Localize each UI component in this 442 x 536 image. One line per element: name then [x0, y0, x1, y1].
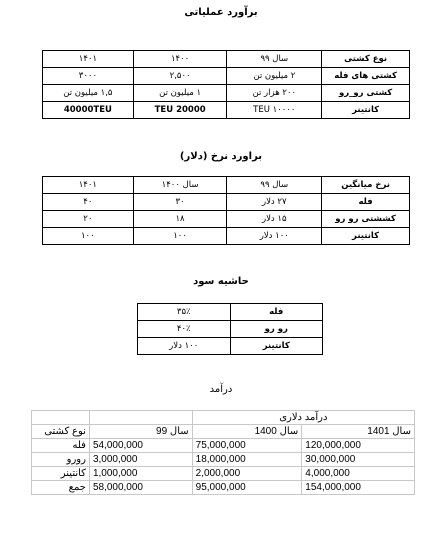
table-cell: 18,000,000	[192, 453, 302, 467]
table-cell: 95,000,000	[192, 481, 302, 495]
table-row	[32, 425, 415, 439]
table-row	[32, 411, 415, 425]
table-row	[43, 194, 410, 211]
table-row	[43, 68, 410, 85]
table-cell: ۳۰۰۰	[43, 68, 134, 85]
table-cell: 40000TEU	[43, 102, 134, 119]
table-cell: 4,000,000	[302, 467, 415, 481]
table-cell: ۲,۵۰۰	[133, 68, 227, 85]
table-row	[43, 211, 410, 228]
table-cell: ۲۰۰ هزار تن	[227, 85, 322, 102]
header-cell: سال ۱۴۰۰	[133, 177, 227, 194]
table-cell: 30,000,000	[302, 453, 415, 467]
table-cell: 2,000,000	[192, 467, 302, 481]
table-cell: ۲ میلیون تن	[227, 68, 322, 85]
table-cell: 54,000,000	[89, 439, 192, 453]
header-cell: نرخ میانگین	[322, 177, 410, 194]
table-row	[32, 467, 415, 481]
row-label: کانتینر	[322, 102, 410, 119]
table-row	[32, 439, 415, 453]
table-row	[138, 338, 323, 355]
table-cell: ۴۰	[43, 194, 134, 211]
margin-title: حاشیه سود	[193, 276, 249, 287]
table-cell: TEU ۱۰۰۰۰	[227, 102, 322, 119]
table-cell: 3,000,000	[89, 453, 192, 467]
table-row	[43, 51, 410, 68]
table-cell: ۱ میلیون تن	[133, 85, 227, 102]
margin-table	[137, 303, 323, 355]
table-cell: ۲۷ دلار	[227, 194, 322, 211]
row-label: کانتینر	[322, 228, 410, 245]
revenue-group-header: درآمد دلاری	[192, 411, 414, 425]
operational-table	[42, 50, 410, 119]
table-row	[138, 304, 323, 321]
header-cell: نوع کشتی	[322, 51, 410, 68]
header-cell: سال 99	[89, 425, 192, 439]
table-cell	[89, 411, 192, 425]
header-cell: سال ۹۹	[227, 51, 322, 68]
table-cell: 1,000,000	[89, 467, 192, 481]
table-cell: ۲۰	[43, 211, 134, 228]
table-cell: ۱۸	[133, 211, 227, 228]
table-cell: ۱۰۰ دلار	[227, 228, 322, 245]
header-cell: سال ۹۹	[227, 177, 322, 194]
rates-title: براورد نرخ (دلار)	[179, 151, 263, 162]
row-label: جمع	[32, 481, 90, 495]
table-row	[32, 481, 415, 495]
table-cell: 120,000,000	[302, 439, 415, 453]
row-label: رو رو	[230, 321, 322, 338]
row-label: رورو	[32, 453, 90, 467]
row-label: فله	[32, 439, 90, 453]
table-row	[43, 102, 410, 119]
table-cell: ۳۵٪	[138, 304, 231, 321]
row-label: کانتینر	[32, 467, 90, 481]
header-cell: سال 1401	[302, 425, 415, 439]
row-label: فله	[230, 304, 322, 321]
table-row	[43, 228, 410, 245]
row-label: کشتی رو_رو	[322, 85, 410, 102]
table-cell: 75,000,000	[192, 439, 302, 453]
table-row	[43, 177, 410, 194]
header-cell: سال 1400	[192, 425, 302, 439]
row-label: کشتی های فله	[322, 68, 410, 85]
table-cell: 58,000,000	[89, 481, 192, 495]
revenue-table	[31, 410, 415, 495]
header-cell: ۱۴۰۱	[43, 51, 134, 68]
row-label: کانتینر	[230, 338, 322, 355]
table-row	[138, 321, 323, 338]
header-cell: ۱۴۰۱	[43, 177, 134, 194]
table-row	[43, 85, 410, 102]
header-cell: نوع کشتی	[32, 425, 90, 439]
table-cell: ۱,۵ میلیون تن	[43, 85, 134, 102]
table-cell: ۱۰۰	[43, 228, 134, 245]
table-cell: ۱۰۰	[133, 228, 227, 245]
table-cell: ۳۰	[133, 194, 227, 211]
header-cell: ۱۴۰۰	[133, 51, 227, 68]
table-row	[32, 453, 415, 467]
rates-table	[42, 176, 410, 245]
table-cell: ۴۰٪	[138, 321, 231, 338]
table-cell: 154,000,000	[302, 481, 415, 495]
revenue-title: درآمد	[209, 384, 233, 395]
row-label: کششتی رو رو	[322, 211, 410, 228]
table-cell: ۱۰۰ دلار	[138, 338, 231, 355]
operational-title: برآورد عملیاتی	[184, 7, 258, 18]
table-cell	[32, 411, 90, 425]
table-cell: 20000 TEU	[133, 102, 227, 119]
table-cell: ۱۵ دلار	[227, 211, 322, 228]
row-label: فله	[322, 194, 410, 211]
